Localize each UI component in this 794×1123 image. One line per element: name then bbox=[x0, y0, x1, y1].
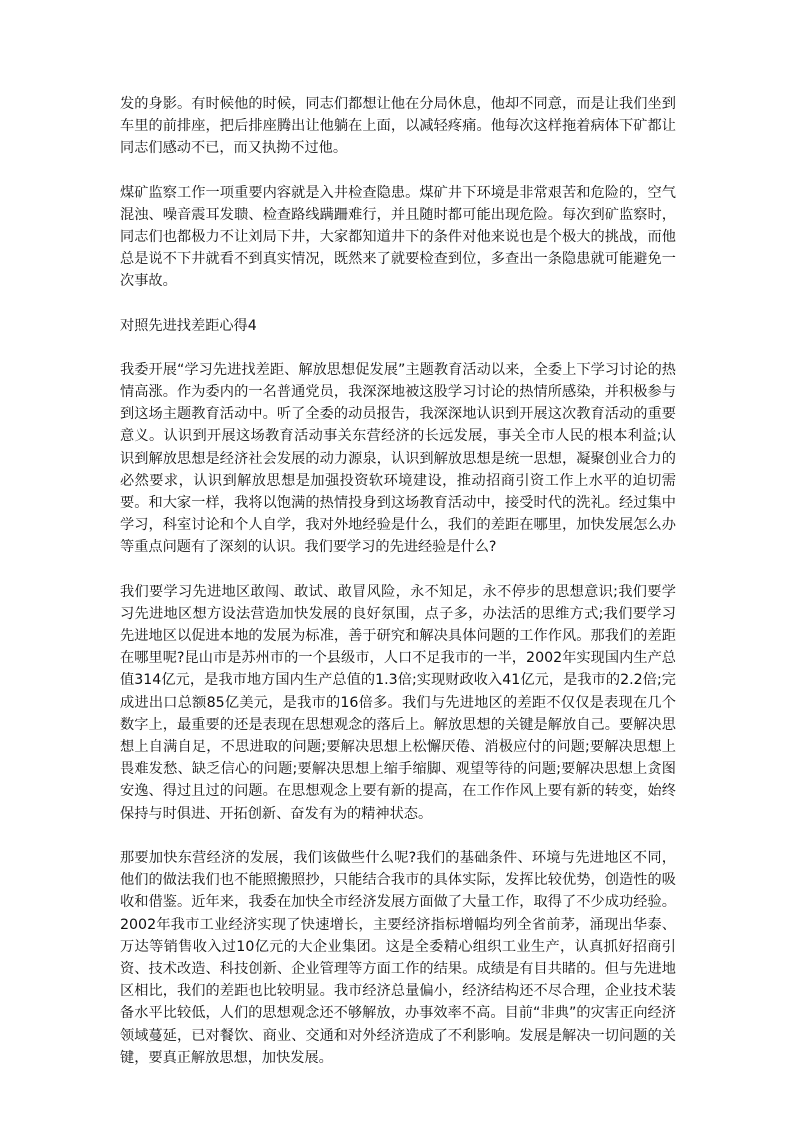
document-page bbox=[120, 93, 676, 1091]
body-paragraph-3: 那要加快东营经济的发展，我们该做些什么呢?我们的基础条件、环境与先进地区不同，他们的做法我们也不能照搬照抄，只能结合我市的具体实际，发挥比较优势，创造性的吸收和借鉴。近年来，我委在加快全市经济发展方面做了大量工作，取得了不少成功经验。2002年我市工业经济实现了快速增长，主要经济指标增幅均列全省前茅，涌现出华泰、万达等销售收入过10亿元的大企业集团。这是全委精心组织工业生产，认真抓好招商引资、技术改造、科技创新、企业管理等方面工作的结果。成绩是有目共睹的。但与先进地区相比，我们的差距也比较明显。我市经济总量偏小，经济结构还不尽合理，企业技术装备水平比较低，人们的思想观念还不够解放，办事效率不高。目前“非典”的灾害正向经济领域蔓延，已对餐饮、商业、交通和对外经济造成了不利影响。发展是解决一切问题的关键，要真正解放思想，加快发展。 bbox=[120, 849, 676, 1066]
body-paragraph-2: 我们要学习先进地区敢闯、敢试、敢冒风险，永不知足，永不停步的思想意识;我们要学习先进地区想方设法营造加快发展的良好氛围，点子多，办法活的思维方式;我们要学习先进地区以促进本地的发展为标准，善于研究和解决具体问题的工作作风。那我们的差距在哪里呢?昆山市是苏州市的一个县级市，人口不足我市的一半，2002年实现国内生产总值314亿元，是我市地方国内生产总值的1.3倍;实现财政收入41亿元，是我市的2.2倍;完成进出口总额85亿美元，是我市的16倍多。我们与先进地区的差距不仅仅是表现在几个数字上，最重要的还是表现在思想观念的落后上。解放思想的关键是解放自己。要解决思想上自满自足，不思进取的问题;要解决思想上松懈厌倦、消极应付的问题;要解决思想上畏难发愁、缺乏信心的问题;要解决思想上缩手缩脚、观望等待的问题;要解决思想上贪图安逸、得过且过的问题。在思想观念上要有新的提高，在工作作风上要有新的转变，始终保持与时俱进、开拓创新、奋发有为的精神状态。 bbox=[120, 583, 676, 822]
body-paragraph-1: 我委开展“学习先进找差距、解放思想促发展”主题教育活动以来，全委上下学习讨论的热情高涨。作为委内的一名普通党员，我深深地被这股学习讨论的热情所感染，并积极参与到这场主题教育活动中。听了全委的动员报告，我深深地认识到开展这次教育活动的重要意义。认识到开展这场教育活动事关东营经济的长远发展，事关全市人民的根本利益;认识到解放思想是经济社会发展的动力源泉，认识到解放思想是统一思想，凝聚创业合力的必然要求，认识到解放思想是加强投资软环境建设，推动招商引资工作上水平的迫切需要。和大家一样，我将以饱满的热情投身到这场教育活动中，接受时代的洗礼。经过集中学习，科室讨论和个人自学，我对外地经验是什么，我们的差距在哪里，加快发展怎么办等重点问题有了深刻的认识。我们要学习的先进经验是什么? bbox=[120, 361, 676, 556]
paragraph-2: 煤矿监察工作一项重要内容就是入井检查隐患。煤矿井下环境是非常艰苦和危险的，空气混浊、噪音震耳发聩、检查路线蹒跚难行，并且随时都可能出现危险。每次到矿监察时，同志们也都极力不让刘局下井，大家都知道井下的条件对他来说也是个极大的挑战，而他总是说不下井就看不到真实情况，既然来了就要检查到位，多查出一条隐患就可能避免一次事故。 bbox=[120, 184, 676, 290]
paragraph-1: 发的身影。有时候他的时候，同志们都想让他在分局休息，他却不同意，而是让我们坐到车里的前排座，把后排座腾出让他躺在上面，以减轻疼痛。他每次这样拖着病体下矿都让同志们感动不已，而又执拗不过他。 bbox=[120, 96, 676, 157]
section-heading: 对照先进找差距心得4 bbox=[120, 317, 257, 334]
